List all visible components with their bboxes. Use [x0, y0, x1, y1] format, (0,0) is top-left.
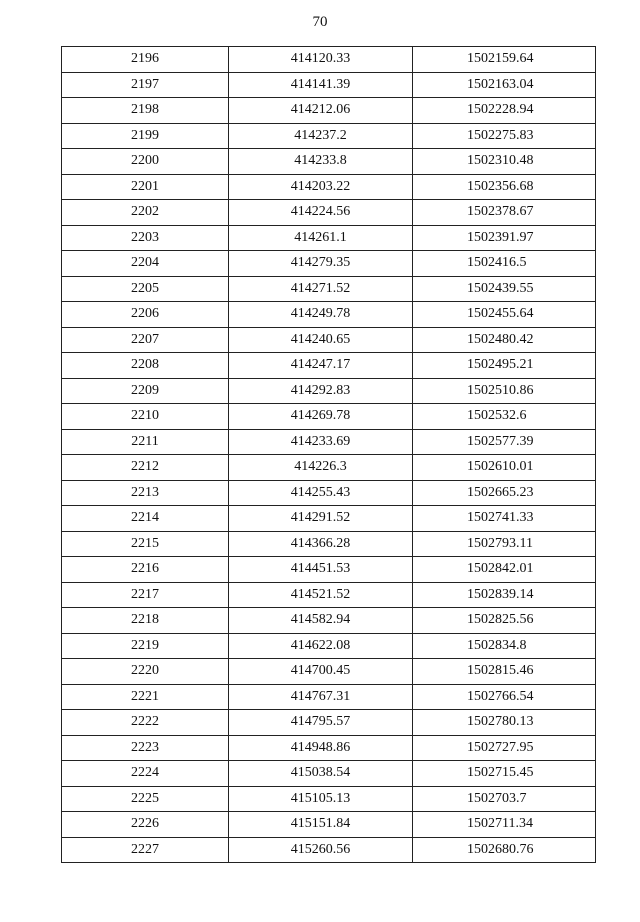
x-coordinate-cell: 415151.84 — [229, 812, 413, 838]
point-number-cell: 2203 — [62, 225, 229, 251]
x-coordinate-cell: 414237.2 — [229, 123, 413, 149]
y-coordinate-cell: 1502815.46 — [413, 659, 596, 685]
table-row — [62, 608, 596, 634]
point-number-cell: 2210 — [62, 404, 229, 430]
x-coordinate-cell: 414291.52 — [229, 506, 413, 532]
point-number-cell: 2200 — [62, 149, 229, 175]
x-coordinate-cell: 414249.78 — [229, 302, 413, 328]
point-number-cell: 2201 — [62, 174, 229, 200]
table-row — [62, 812, 596, 838]
table-row — [62, 710, 596, 736]
point-number-cell: 2217 — [62, 582, 229, 608]
x-coordinate-cell: 414366.28 — [229, 531, 413, 557]
table-row — [62, 455, 596, 481]
x-coordinate-cell: 414582.94 — [229, 608, 413, 634]
y-coordinate-cell: 1502480.42 — [413, 327, 596, 353]
table-row — [62, 531, 596, 557]
table-row — [62, 251, 596, 277]
table-row — [62, 327, 596, 353]
y-coordinate-cell: 1502766.54 — [413, 684, 596, 710]
x-coordinate-cell: 414233.69 — [229, 429, 413, 455]
x-coordinate-cell: 414203.22 — [229, 174, 413, 200]
y-coordinate-cell: 1502356.68 — [413, 174, 596, 200]
table-row — [62, 582, 596, 608]
x-coordinate-cell: 414240.65 — [229, 327, 413, 353]
point-number-cell: 2222 — [62, 710, 229, 736]
y-coordinate-cell: 1502159.64 — [413, 47, 596, 73]
table-row — [62, 633, 596, 659]
x-coordinate-cell: 414279.35 — [229, 251, 413, 277]
y-coordinate-cell: 1502378.67 — [413, 200, 596, 226]
x-coordinate-cell: 415105.13 — [229, 786, 413, 812]
x-coordinate-cell: 414233.8 — [229, 149, 413, 175]
y-coordinate-cell: 1502839.14 — [413, 582, 596, 608]
y-coordinate-cell: 1502741.33 — [413, 506, 596, 532]
coordinates-table — [61, 46, 596, 863]
table-row — [62, 123, 596, 149]
y-coordinate-cell: 1502793.11 — [413, 531, 596, 557]
point-number-cell: 2225 — [62, 786, 229, 812]
table-row — [62, 378, 596, 404]
point-number-cell: 2221 — [62, 684, 229, 710]
point-number-cell: 2196 — [62, 47, 229, 73]
y-coordinate-cell: 1502391.97 — [413, 225, 596, 251]
x-coordinate-cell: 414120.33 — [229, 47, 413, 73]
table-row — [62, 174, 596, 200]
table-row — [62, 659, 596, 685]
y-coordinate-cell: 1502834.8 — [413, 633, 596, 659]
point-number-cell: 2204 — [62, 251, 229, 277]
y-coordinate-cell: 1502532.6 — [413, 404, 596, 430]
table-row — [62, 557, 596, 583]
page-number: 70 — [312, 14, 328, 30]
x-coordinate-cell: 414224.56 — [229, 200, 413, 226]
x-coordinate-cell: 414269.78 — [229, 404, 413, 430]
point-number-cell: 2212 — [62, 455, 229, 481]
y-coordinate-cell: 1502825.56 — [413, 608, 596, 634]
point-number-cell: 2227 — [62, 837, 229, 863]
point-number-cell: 2198 — [62, 98, 229, 124]
x-coordinate-cell: 414521.52 — [229, 582, 413, 608]
y-coordinate-cell: 1502310.48 — [413, 149, 596, 175]
table-row — [62, 786, 596, 812]
table-row — [62, 684, 596, 710]
x-coordinate-cell: 414622.08 — [229, 633, 413, 659]
y-coordinate-cell: 1502703.7 — [413, 786, 596, 812]
table-row — [62, 480, 596, 506]
y-coordinate-cell: 1502510.86 — [413, 378, 596, 404]
point-number-cell: 2205 — [62, 276, 229, 302]
y-coordinate-cell: 1502610.01 — [413, 455, 596, 481]
point-number-cell: 2220 — [62, 659, 229, 685]
table-row — [62, 761, 596, 787]
point-number-cell: 2223 — [62, 735, 229, 761]
x-coordinate-cell: 414700.45 — [229, 659, 413, 685]
table-row — [62, 225, 596, 251]
x-coordinate-cell: 415260.56 — [229, 837, 413, 863]
y-coordinate-cell: 1502163.04 — [413, 72, 596, 98]
y-coordinate-cell: 1502455.64 — [413, 302, 596, 328]
x-coordinate-cell: 414212.06 — [229, 98, 413, 124]
point-number-cell: 2224 — [62, 761, 229, 787]
y-coordinate-cell: 1502715.45 — [413, 761, 596, 787]
y-coordinate-cell: 1502680.76 — [413, 837, 596, 863]
x-coordinate-cell: 414767.31 — [229, 684, 413, 710]
coordinates-table-body — [62, 47, 596, 863]
x-coordinate-cell: 414271.52 — [229, 276, 413, 302]
y-coordinate-cell: 1502439.55 — [413, 276, 596, 302]
x-coordinate-cell: 414226.3 — [229, 455, 413, 481]
table-row — [62, 404, 596, 430]
point-number-cell: 2202 — [62, 200, 229, 226]
table-row — [62, 149, 596, 175]
point-number-cell: 2211 — [62, 429, 229, 455]
x-coordinate-cell: 414141.39 — [229, 72, 413, 98]
x-coordinate-cell: 414255.43 — [229, 480, 413, 506]
x-coordinate-cell: 414451.53 — [229, 557, 413, 583]
x-coordinate-cell: 414948.86 — [229, 735, 413, 761]
point-number-cell: 2206 — [62, 302, 229, 328]
point-number-cell: 2213 — [62, 480, 229, 506]
y-coordinate-cell: 1502727.95 — [413, 735, 596, 761]
table-row — [62, 200, 596, 226]
table-row — [62, 276, 596, 302]
table-row — [62, 837, 596, 863]
y-coordinate-cell: 1502495.21 — [413, 353, 596, 379]
x-coordinate-cell: 414795.57 — [229, 710, 413, 736]
table-row — [62, 302, 596, 328]
y-coordinate-cell: 1502275.83 — [413, 123, 596, 149]
table-row — [62, 47, 596, 73]
table-row — [62, 72, 596, 98]
table-row — [62, 429, 596, 455]
point-number-cell: 2207 — [62, 327, 229, 353]
point-number-cell: 2214 — [62, 506, 229, 532]
y-coordinate-cell: 1502228.94 — [413, 98, 596, 124]
point-number-cell: 2219 — [62, 633, 229, 659]
table-row — [62, 735, 596, 761]
point-number-cell: 2218 — [62, 608, 229, 634]
point-number-cell: 2226 — [62, 812, 229, 838]
point-number-cell: 2209 — [62, 378, 229, 404]
x-coordinate-cell: 415038.54 — [229, 761, 413, 787]
x-coordinate-cell: 414247.17 — [229, 353, 413, 379]
y-coordinate-cell: 1502780.13 — [413, 710, 596, 736]
table-row — [62, 98, 596, 124]
y-coordinate-cell: 1502842.01 — [413, 557, 596, 583]
point-number-cell: 2199 — [62, 123, 229, 149]
table-row — [62, 506, 596, 532]
point-number-cell: 2215 — [62, 531, 229, 557]
y-coordinate-cell: 1502577.39 — [413, 429, 596, 455]
point-number-cell: 2216 — [62, 557, 229, 583]
x-coordinate-cell: 414261.1 — [229, 225, 413, 251]
y-coordinate-cell: 1502416.5 — [413, 251, 596, 277]
point-number-cell: 2208 — [62, 353, 229, 379]
y-coordinate-cell: 1502665.23 — [413, 480, 596, 506]
table-row — [62, 353, 596, 379]
x-coordinate-cell: 414292.83 — [229, 378, 413, 404]
y-coordinate-cell: 1502711.34 — [413, 812, 596, 838]
point-number-cell: 2197 — [62, 72, 229, 98]
